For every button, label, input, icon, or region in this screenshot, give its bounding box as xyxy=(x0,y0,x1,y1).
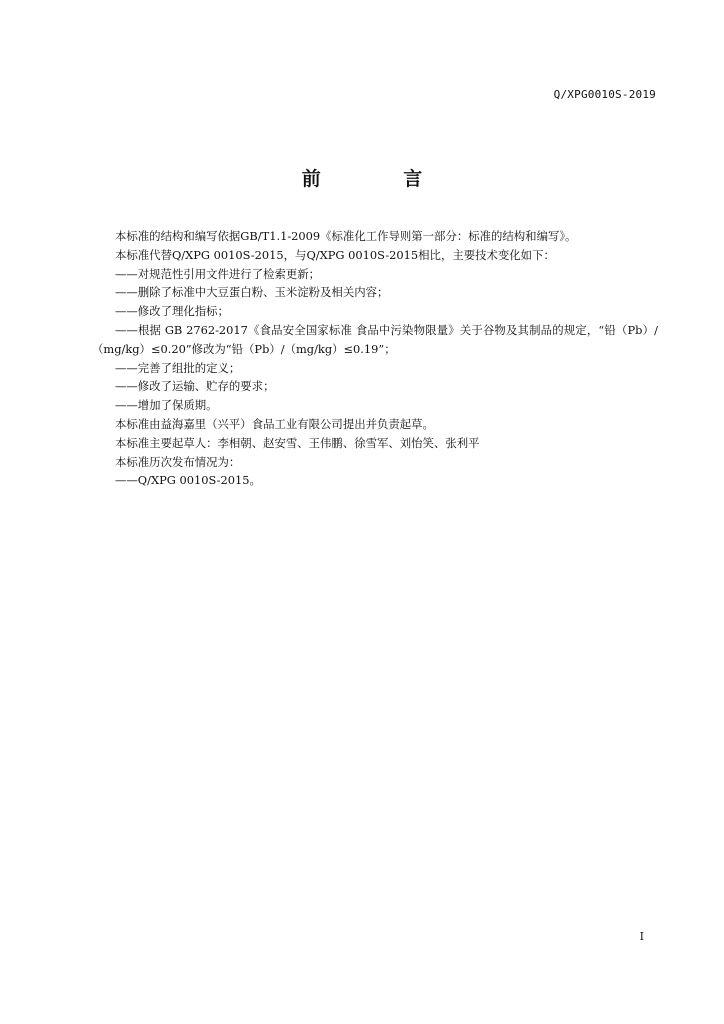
page-number: I xyxy=(639,930,644,943)
paragraph-replacement: 本标准代替Q/XPG 0010S-2015，与Q/XPG 0010S-2015相比，主要技术变化如下： xyxy=(115,247,555,262)
change-item-physicochemical: ——修改了理化指标； xyxy=(115,304,229,319)
paragraph-drafting-organization: 本标准由益海嘉里（兴平）食品工业有限公司提出并负责起草。 xyxy=(115,416,434,431)
paragraph-drafters: 本标准主要起草人：李相朝、赵安雪、王伟鹏、徐雪军、刘怡笑、张利平 xyxy=(115,435,480,450)
foreword-body xyxy=(92,227,658,490)
change-item-shelf-life: ——增加了保质期。 xyxy=(115,398,218,413)
change-item-lead-limit: ——根据 GB 2762-2017《食品安全国家标准 食品中污染物限量》关于谷物及其制品的规定，“铅（Pb）/（mg/kg）≤0.20”修改为“铅（Pb）/（mg/kg）≤0.19”； xyxy=(92,322,658,356)
change-item-references: ——对规范性引用文件进行了检索更新； xyxy=(115,266,321,281)
change-item-batch-definition: ——完善了组批的定义； xyxy=(115,360,241,375)
page-title: 前 言 xyxy=(301,168,461,190)
release-history-item: ——Q/XPG 0010S-2015。 xyxy=(115,473,261,488)
paragraph-release-history: 本标准历次发布情况为： xyxy=(115,454,241,469)
change-item-deletion: ——删除了标准中大豆蛋白粉、玉米淀粉及相关内容； xyxy=(115,285,389,300)
paragraph-structure-basis: 本标准的结构和编写依据GB/T1.1-2009《标准化工作导则第一部分：标准的结构和编写》。 xyxy=(115,229,577,243)
document-code: Q/XPG0010S-2019 xyxy=(553,88,656,101)
change-item-transport-storage: ——修改了运输、贮存的要求； xyxy=(115,379,275,394)
